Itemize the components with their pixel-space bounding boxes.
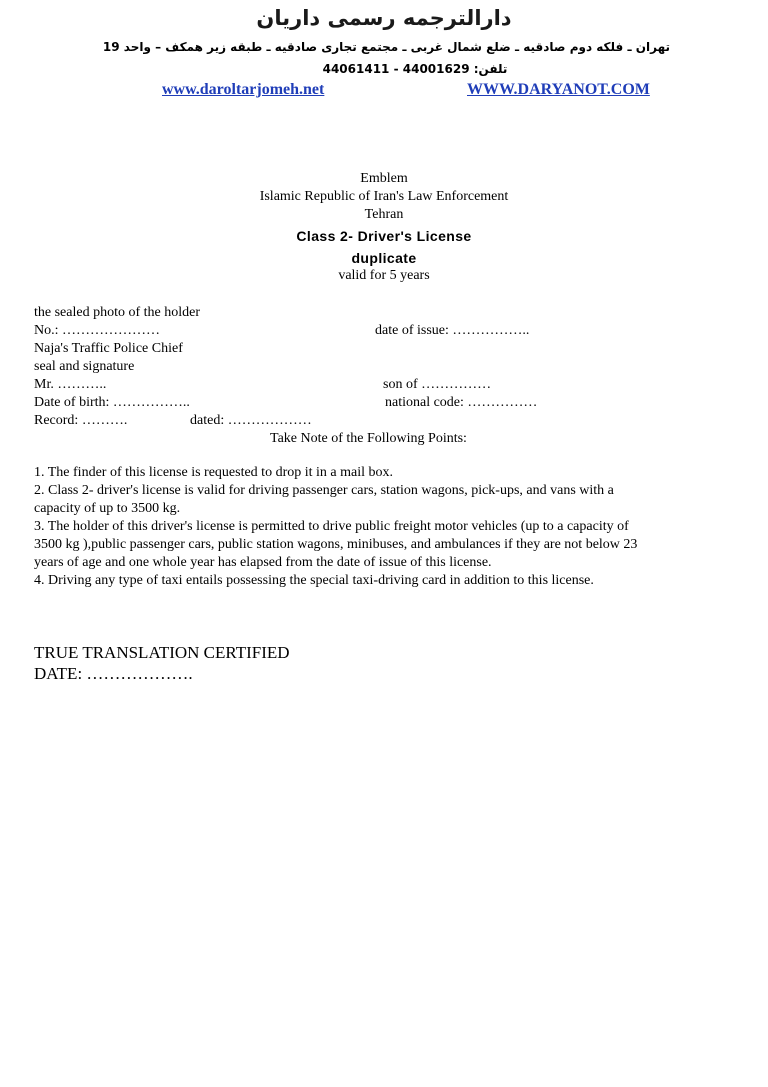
- city-label: Tehran: [364, 207, 404, 222]
- seal-signature-label: seal and signature: [34, 359, 135, 374]
- note-2-line-1: 2. Class 2- driver's license is valid for driving passenger cars, station wagons, pick-ups, and vans with a: [34, 483, 614, 498]
- duplicate-label: duplicate: [351, 250, 417, 266]
- certification-date: DATE: ……………….: [34, 664, 193, 683]
- note-3-line-3: years of age and one whole year has elapsed from the date of issue of this license.: [34, 555, 492, 570]
- holder-name: Mr. ………..: [34, 377, 107, 392]
- photo-label: the sealed photo of the holder: [34, 305, 201, 320]
- office-phone: تلفن: 44001629 - 44061411: [322, 62, 508, 76]
- national-code: national code: ……………: [385, 395, 538, 410]
- record-dated: dated: ………………: [190, 413, 312, 428]
- translation-office-title: دارالترجمه رسمی داریان: [256, 6, 512, 30]
- license-number: No.: …………………: [34, 323, 160, 338]
- note-1: 1. The finder of this license is requested to drop it in a mail box.: [34, 465, 393, 480]
- date-of-issue: date of issue: ……………..: [375, 323, 530, 338]
- son-of: son of ……………: [383, 377, 492, 392]
- record-number: Record: ……….: [34, 413, 128, 428]
- certification-title: TRUE TRANSLATION CERTIFIED: [34, 643, 290, 662]
- office-address: تهران ـ فلکه دوم صادقیه ـ ضلع شمال غربی ـ مجتمع تجاری صادقیه ـ طبقه زیر همکف – واحد 19: [102, 40, 670, 54]
- website-link-daroltarjomeh[interactable]: www.daroltarjomeh.net: [162, 81, 325, 98]
- emblem-label: Emblem: [360, 171, 408, 186]
- validity-label: valid for 5 years: [338, 268, 430, 283]
- notes-heading: Take Note of the Following Points:: [270, 431, 467, 446]
- note-3-line-1: 3. The holder of this driver's license is permitted to drive public freight motor vehicles (up to a capacity of: [34, 519, 629, 534]
- license-class-title: Class 2- Driver's License: [296, 228, 472, 244]
- note-3-line-2: 3500 kg ),public passenger cars, public station wagons, minibuses, and ambulances if they are not below 23: [34, 537, 638, 552]
- issuing-authority: Islamic Republic of Iran's Law Enforcement: [259, 189, 509, 204]
- note-2-line-2: capacity of up to 3500 kg.: [34, 501, 181, 516]
- date-of-birth: Date of birth: ……………..: [34, 395, 190, 410]
- note-4: 4. Driving any type of taxi entails possessing the special taxi-driving card in addition to this license.: [34, 573, 594, 588]
- police-chief-label: Naja's Traffic Police Chief: [34, 341, 183, 356]
- website-link-daryanot[interactable]: WWW.DARYANOT.COM: [467, 81, 650, 98]
